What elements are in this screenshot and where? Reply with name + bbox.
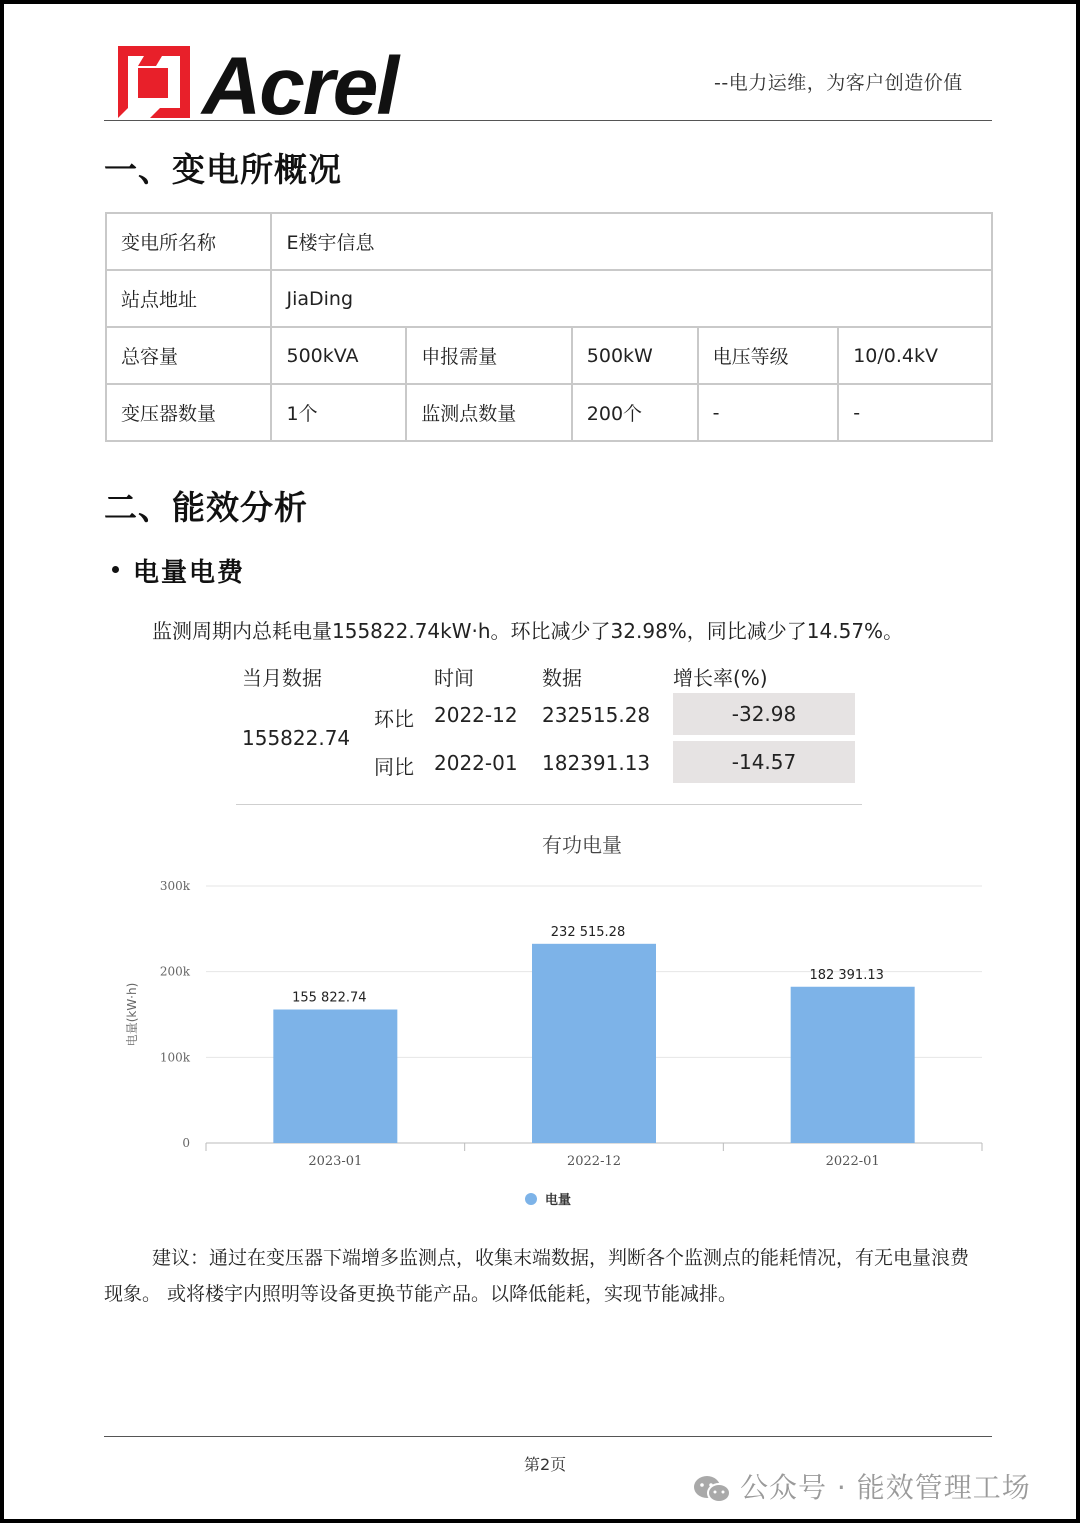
watermark-text: 公众号 · 能效管理工场 xyxy=(740,1471,1031,1504)
acrel-logo-icon xyxy=(118,46,190,118)
yoy-value: 182391.13 xyxy=(542,751,651,775)
comparison-divider xyxy=(236,804,862,805)
transformer-count-value: 1个 xyxy=(271,384,406,441)
station-info-table xyxy=(105,212,993,442)
legend-marker xyxy=(525,1193,537,1205)
footer-divider xyxy=(104,1436,992,1437)
acrel-logo xyxy=(116,44,466,120)
declared-demand-label: 申报需量 xyxy=(406,327,571,384)
watermark xyxy=(692,1466,1031,1506)
data-label: 232 515.28 xyxy=(550,924,626,940)
data-label: 155 822.74 xyxy=(292,990,367,1006)
x-tick-label: 2022-12 xyxy=(566,1154,622,1169)
mom-time: 2022-12 xyxy=(434,703,518,727)
station-name-label: 变电所名称 xyxy=(106,213,271,270)
advice-text xyxy=(104,1240,984,1312)
table-row xyxy=(106,270,992,327)
table-row xyxy=(106,384,992,441)
mom-value: 232515.28 xyxy=(542,703,651,727)
wechat-icon xyxy=(692,1474,732,1504)
brand-name: Acrel xyxy=(202,44,398,120)
legend-label: 电量 xyxy=(545,1193,572,1208)
summary-text: 监测周期内总耗电量155822.74kW·h。环比减少了32.98%，同比减少了14.57%。 xyxy=(152,619,904,643)
chart-title: 有功电量 xyxy=(542,833,622,857)
y-tick-label: 300k xyxy=(159,879,190,893)
bullet-icon xyxy=(112,566,119,573)
data-label: 182 391.13 xyxy=(809,967,884,983)
y-axis-label: 电量(kW·h) xyxy=(125,982,139,1047)
x-tick-label: 2022-01 xyxy=(825,1154,880,1169)
table-row xyxy=(106,327,992,384)
table-row xyxy=(106,213,992,270)
transformer-count-label: 变压器数量 xyxy=(106,384,271,441)
total-capacity-value: 500kVA xyxy=(271,327,406,384)
voltage-level-value: 10/0.4kV xyxy=(838,327,992,384)
station-name-value: E楼宇信息 xyxy=(271,213,992,270)
header-current: 当月数据 xyxy=(242,666,322,690)
y-tick-label: 200k xyxy=(159,964,190,979)
active-energy-chart xyxy=(104,824,994,1224)
header-time: 时间 xyxy=(434,666,474,690)
bar xyxy=(273,1010,397,1143)
y-tick-label: 0 xyxy=(182,1136,190,1150)
declared-demand-value: 500kW xyxy=(572,327,698,384)
empty-cell: - xyxy=(838,384,992,441)
header-rate: 增长率(%) xyxy=(673,666,768,690)
advice-content: 建议：通过在变压器下端增多监测点，收集末端数据，判断各个监测点的能耗情况，有无电量浪费现象。 或将楼宇内照明等设备更换节能产品。以降低能耗，实现节能减排。 xyxy=(104,1247,970,1305)
current-value: 155822.74 xyxy=(242,726,351,750)
site-address-value: JiaDing xyxy=(271,270,992,327)
voltage-level-label: 电压等级 xyxy=(698,327,839,384)
yoy-rate: -14.57 xyxy=(673,741,855,783)
monitor-points-label: 监测点数量 xyxy=(406,384,571,441)
mom-rate: -32.98 xyxy=(673,693,855,735)
site-address-label: 站点地址 xyxy=(106,270,271,327)
page-number: 第2页 xyxy=(524,1455,567,1474)
empty-cell: - xyxy=(698,384,839,441)
section-title-overview: 一、变电所概况 xyxy=(104,150,342,189)
total-capacity-label: 总容量 xyxy=(106,327,271,384)
x-tick-label: 2023-01 xyxy=(308,1154,363,1169)
subsection-title xyxy=(112,552,245,589)
header-divider xyxy=(104,120,992,121)
section-title-efficiency: 二、能效分析 xyxy=(104,488,308,527)
yoy-time: 2022-01 xyxy=(434,751,518,775)
slogan: --电力运维，为客户创造价值 xyxy=(714,72,963,94)
bar xyxy=(791,987,915,1143)
bar xyxy=(532,944,656,1143)
y-tick-label: 100k xyxy=(159,1050,190,1065)
monitor-points-value: 200个 xyxy=(572,384,698,441)
header-data: 数据 xyxy=(542,666,582,690)
yoy-label: 同比 xyxy=(374,755,414,779)
subsection-title-text: 电量电费 xyxy=(133,558,246,588)
mom-label: 环比 xyxy=(374,707,414,731)
